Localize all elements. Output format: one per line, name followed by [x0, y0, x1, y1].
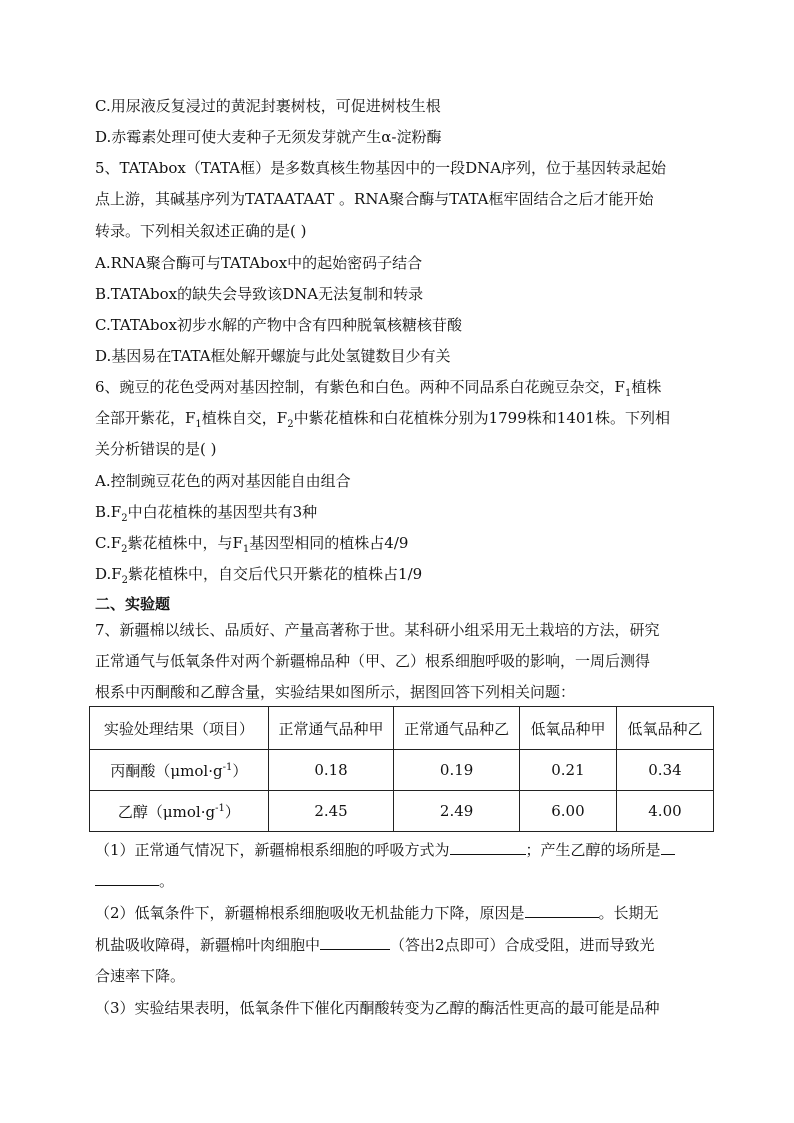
option-b-q6 [95, 502, 317, 529]
answer-blank[interactable] [525, 903, 599, 918]
text-segment: ） [232, 761, 248, 780]
sub-question-3: （3）实验结果表明，低氧条件下催化丙酮酸转变为乙醇的酶活性更高的最可能是品种 [95, 999, 660, 1017]
superscript: -1 [215, 802, 225, 814]
option-d-q4: D.赤霉素处理可使大麦种子无须发芽就产生α-淀粉酶 [95, 128, 442, 146]
option-d-q6 [95, 564, 422, 591]
text-segment: （2）低氧条件下，新疆棉根系细胞吸收无机盐能力下降，原因是 [95, 904, 525, 922]
subscript: 1 [242, 544, 250, 555]
option-a-q6: A.控制豌豆花色的两对基因能自由组合 [95, 472, 351, 490]
text-segment: 中紫花植株和白花植株分别为1799株和1401株。下列相 [293, 409, 670, 427]
text-segment: ；产生乙醇的场所是 [525, 841, 661, 859]
table-header-cell: 实验处理结果（项目） [90, 707, 269, 750]
text-segment: 紫花植株中，与F [127, 534, 243, 552]
text-segment: 。长期无 [598, 904, 659, 922]
table-row [90, 750, 714, 791]
table-row-label [90, 791, 269, 832]
subscript: 2 [121, 513, 128, 524]
table-cell: 0.21 [519, 750, 616, 791]
option-c-q6 [95, 533, 408, 560]
text-segment: 基因型相同的植株占4/9 [249, 534, 409, 552]
text-segment: C.F [95, 534, 122, 552]
subscript: 1 [195, 419, 202, 430]
option-c-q5: C.TATAbox初步水解的产物中含有四种脱氧核糖核苷酸 [95, 316, 463, 334]
text-segment: 6、豌豆的花色受两对基因控制，有紫色和白色。两种不同品系白花豌豆杂交，F [95, 378, 625, 396]
text-segment: D.F [95, 565, 122, 583]
answer-blank[interactable] [95, 871, 159, 886]
text-segment: （答出2点即可）合成受阻，进而导致光 [390, 936, 655, 954]
subscript: 2 [121, 575, 129, 586]
sub-question-1-cont: 。 [95, 871, 174, 891]
answer-blank[interactable] [450, 840, 526, 855]
text-segment: 植株 [631, 378, 662, 396]
table-cell: 6.00 [519, 791, 616, 832]
option-d-q5: D.基因易在TATA框处解开螺旋与此处氢键数目少有关 [95, 347, 451, 365]
question-5-line-3: 转录。下列相关叙述正确的是( ) [95, 222, 307, 240]
answer-blank[interactable] [661, 840, 675, 855]
question-6-line-3: 关分析错误的是( ) [95, 440, 217, 458]
table-header-cell: 低氧品种甲 [519, 707, 616, 750]
sub-question-2-end: 合速率下降。 [95, 967, 186, 985]
table-cell: 0.18 [268, 750, 394, 791]
text-segment: 中白花植株的基因型共有3种 [127, 503, 318, 521]
table-cell: 0.34 [616, 750, 713, 791]
option-b-q5: B.TATAbox的缺失会导致该DNA无法复制和转录 [95, 285, 424, 303]
table-header-cell: 正常通气品种乙 [394, 707, 520, 750]
text-segment: 全部开紫花，F [95, 409, 196, 427]
question-5-line-2: 点上游，其碱基序列为TATAATAAT 。RNA聚合酶与TATA框牢固结合之后才能开始 [95, 190, 654, 208]
text-segment: 乙醇（μmol·g [117, 802, 216, 821]
text-segment: 机盐吸收障碍，新疆棉叶肉细胞中 [95, 936, 321, 954]
section-heading: 二、实验题 [95, 595, 171, 613]
results-table [89, 706, 714, 832]
table-cell: 2.49 [394, 791, 520, 832]
text-segment: ） [224, 802, 240, 821]
sub-question-2-cont [95, 935, 655, 955]
question-6-line-2 [95, 408, 670, 435]
answer-blank[interactable] [320, 935, 390, 950]
question-5-line-1: 5、TATAbox（TATA框）是多数真核生物基因中的一段DNA序列，位于基因转录起始 [95, 159, 667, 177]
table-cell: 0.19 [394, 750, 520, 791]
text-segment: 植株自交，F [201, 409, 288, 427]
table-row [90, 791, 714, 832]
table-header-row [90, 707, 714, 750]
subscript: 2 [287, 419, 294, 430]
question-7-line-1: 7、新疆棉以绒长、品质好、产量高著称于世。某科研小组采用无土栽培的方法，研究 [95, 621, 660, 639]
text-segment: 紫花植株中，自交后代只开紫花的植株占1/9 [128, 565, 423, 583]
subscript: 1 [624, 388, 632, 399]
text-segment: 丙酮酸（μmol·g [110, 761, 223, 780]
text-segment: （1）正常通气情况下，新疆棉根系细胞的呼吸方式为 [95, 841, 450, 859]
question-7-line-3: 根系中丙酮酸和乙醇含量，实验结果如图所示，据图回答下列相关问题： [95, 683, 576, 701]
option-a-q5: A.RNA聚合酶可与TATAbox中的起始密码子结合 [95, 254, 423, 272]
table-header-cell: 正常通气品种甲 [268, 707, 394, 750]
option-c-q4: C.用尿液反复浸过的黄泥封裹树枝，可促进树枝生根 [95, 97, 441, 115]
table-row-label [90, 750, 269, 791]
table-cell: 2.45 [268, 791, 394, 832]
table-cell: 4.00 [616, 791, 713, 832]
subscript: 2 [121, 544, 128, 555]
superscript: -1 [222, 761, 233, 773]
sub-question-2 [95, 903, 659, 923]
text-segment: B.F [95, 503, 122, 521]
table-header-cell: 低氧品种乙 [616, 707, 713, 750]
sub-question-1 [95, 840, 675, 860]
question-7-line-2: 正常通气与低氧条件对两个新疆棉品种（甲、乙）根系细胞呼吸的影响，一周后测得 [95, 652, 651, 670]
question-6-line-1 [95, 377, 661, 404]
